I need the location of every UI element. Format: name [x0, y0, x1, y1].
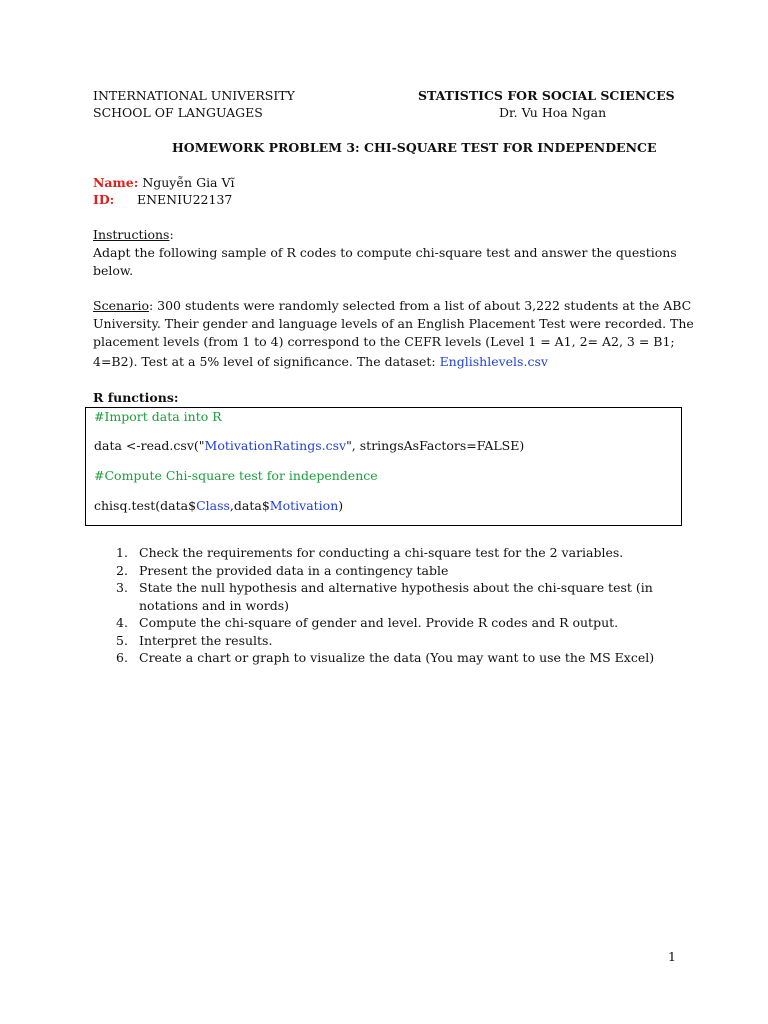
question-item: [93, 649, 673, 667]
school-name: SCHOOL OF LANGUAGES: [93, 105, 263, 120]
code-comment-import: #Import data into R: [94, 409, 222, 424]
question-number: 2.: [116, 562, 128, 578]
question-item: [93, 614, 673, 632]
question-item: [93, 632, 673, 650]
code-filename: MotivationRatings.csv: [204, 438, 347, 453]
id-label: ID:: [93, 192, 115, 207]
question-item: [93, 562, 673, 580]
scenario-line-1: Scenario: 300 students were randomly selected from a list of about 3,222 students at the ABC: [93, 298, 692, 313]
question-number: 5.: [116, 632, 128, 648]
instructor-name: Dr. Vu Hoa Ngan: [499, 105, 607, 120]
code-class-var: Class: [196, 498, 230, 513]
scenario-line-2: University. Their gender and language levels of an English Placement Test were recorded. The: [93, 316, 694, 331]
code-motivation-var: Motivation: [269, 498, 339, 513]
question-item: [93, 579, 673, 614]
question-item: [93, 544, 673, 562]
student-id-row: [93, 191, 114, 209]
instructions-text-1: Adapt the following sample of R codes to compute chi-square test and answer the questions: [93, 245, 677, 260]
instructions-heading: Instructions:: [93, 227, 174, 242]
page-number: 1: [668, 949, 676, 964]
code-chisq-test: chisq.test(data$Class,data$Motivation): [94, 498, 344, 513]
question-text: Interpret the results.: [139, 632, 273, 648]
question-text: Check the requirements for conducting a chi-square test for the 2 variables.: [139, 545, 624, 560]
scenario-heading: Scenario: [93, 298, 149, 313]
question-text: Present the provided data in a contingency table: [139, 562, 449, 578]
name-label: Name:: [93, 175, 139, 190]
name-value: Nguyễn Gia Vĩ: [142, 175, 235, 190]
code-comment-chisq: #Compute Chi-square test for independence: [94, 468, 378, 483]
instructions-text-2: below.: [93, 263, 134, 278]
r-functions-heading: R functions:: [93, 390, 179, 405]
question-text: State the null hypothesis and alternative hypothesis about the chi-square test (in notations and in words): [139, 580, 653, 613]
id-value: ENENIU22137: [137, 192, 233, 207]
r-code-box: [85, 407, 682, 526]
question-text: Create a chart or graph to visualize the data (You may want to use the MS Excel): [139, 650, 655, 665]
page-title: HOMEWORK PROBLEM 3: CHI-SQUARE TEST FOR INDEPENDENCE: [172, 140, 657, 155]
question-list: [93, 544, 673, 667]
course-title: STATISTICS FOR SOCIAL SCIENCES: [418, 88, 675, 103]
question-number: 6.: [116, 650, 128, 665]
scenario-line-3: placement levels (from 1 to 4) correspond to the CEFR levels (Level 1 = A1, 2= A2, 3 = B1;: [93, 334, 675, 349]
question-number: 3.: [116, 580, 128, 595]
student-name-row: [93, 174, 235, 192]
university-name: INTERNATIONAL UNIVERSITY: [93, 88, 295, 103]
scenario-line-4: 4=B2). Test at a 5% level of significance. The dataset: Englishlevels.csv: [93, 354, 548, 369]
dataset-link[interactable]: Englishlevels.csv: [439, 354, 548, 369]
question-text: Compute the chi-square of gender and level. Provide R codes and R output.: [139, 615, 619, 630]
question-number: 1.: [116, 545, 128, 560]
question-number: 4.: [116, 615, 128, 630]
code-read-csv: data <-read.csv("MotivationRatings.csv", stringsAsFactors=FALSE): [94, 438, 525, 453]
